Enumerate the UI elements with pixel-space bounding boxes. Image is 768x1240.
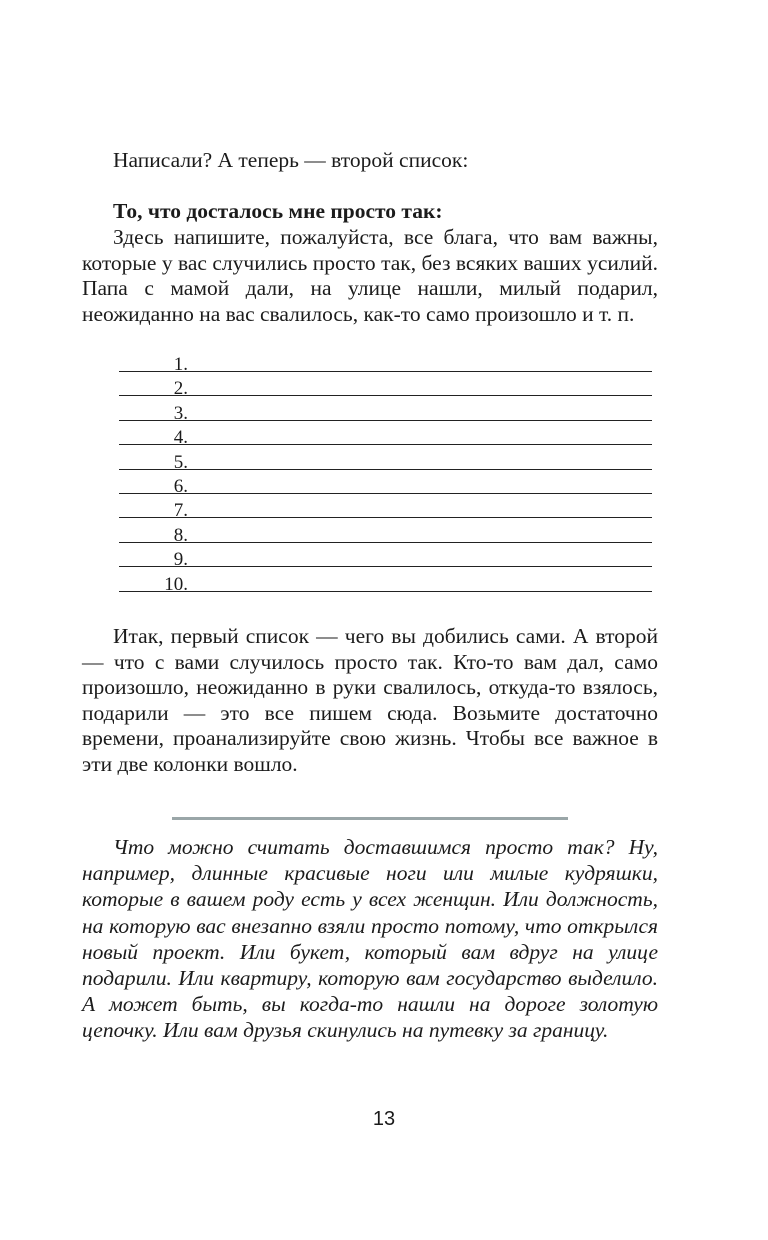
section-divider [172,817,568,820]
blank-answer-line [119,420,652,421]
list-item [82,402,652,426]
list-item [82,353,652,377]
blank-answer-line [119,591,652,592]
summary-paragraph: Итак, первый список — чего вы добились сами. А второй — что с вами случилось просто так. Кто-то вам дал, само произошло, неожиданно в руки свалилось, откуда-то взялось, подарили — это все пишем сюда. Возьмите достаточно времени, проанализируйте свою жизнь. Чтобы все важное в эти две колонки вошло. [82,624,658,776]
list-item-number: 1. [173,354,188,375]
blank-answer-line [119,493,652,494]
list-item-number: 3. [173,402,188,424]
list-item-number: 5. [173,451,188,473]
list-item [82,475,652,499]
list-item-number: 6. [173,475,188,497]
italic-note: Что можно считать доставшимся просто так? Ну, например, длинные красивые ноги или милые кудряшки, которые в вашем роду есть у всех женщин. Или должность, на которую вас внезапно взяли просто потому, что открылся новый проект. Или букет, который вам вдруг на улице подарили. Или квартиру, которую вам государство выделило. А может быть, вы когда-то нашли на дороге золотую цепочку. Или вам друзья скинулись на путевку за границу. [82,835,658,1043]
list-item [82,377,652,401]
list-item [82,548,652,572]
list-item [82,573,652,597]
blank-answer-line [119,395,652,396]
intro-text: Написали? А теперь — второй список: [113,148,469,172]
blank-answer-line [119,469,652,470]
list-item-number: 7. [173,500,188,522]
list-item [82,524,652,548]
blank-answer-line [119,517,652,518]
list-item-number: 8. [173,524,188,546]
list-item [82,426,652,450]
list-item-number: 4. [173,427,188,449]
list-heading: То, что досталось мне просто так: [113,199,443,223]
list-item [82,451,652,475]
blank-answer-line [119,566,652,567]
blank-answer-line [119,542,652,543]
blank-answer-line [119,444,652,445]
list-item-number: 9. [173,549,188,571]
page-number: 13 [372,1108,396,1130]
list-item [82,499,652,523]
instruction-paragraph: Здесь напишите, пожалуйста, все блага, что вам важны, которые у вас случились просто так, без всяких ваших усилий. Папа с мамой дали, на улице нашли, милый подарил, неожиданно на вас свалилось, как-то само произошло и т. п. [82,225,658,326]
list-item-number: 2. [173,378,188,400]
blank-answer-line [119,371,652,372]
list-item-number: 10. [164,573,188,595]
fill-in-list [82,353,652,597]
